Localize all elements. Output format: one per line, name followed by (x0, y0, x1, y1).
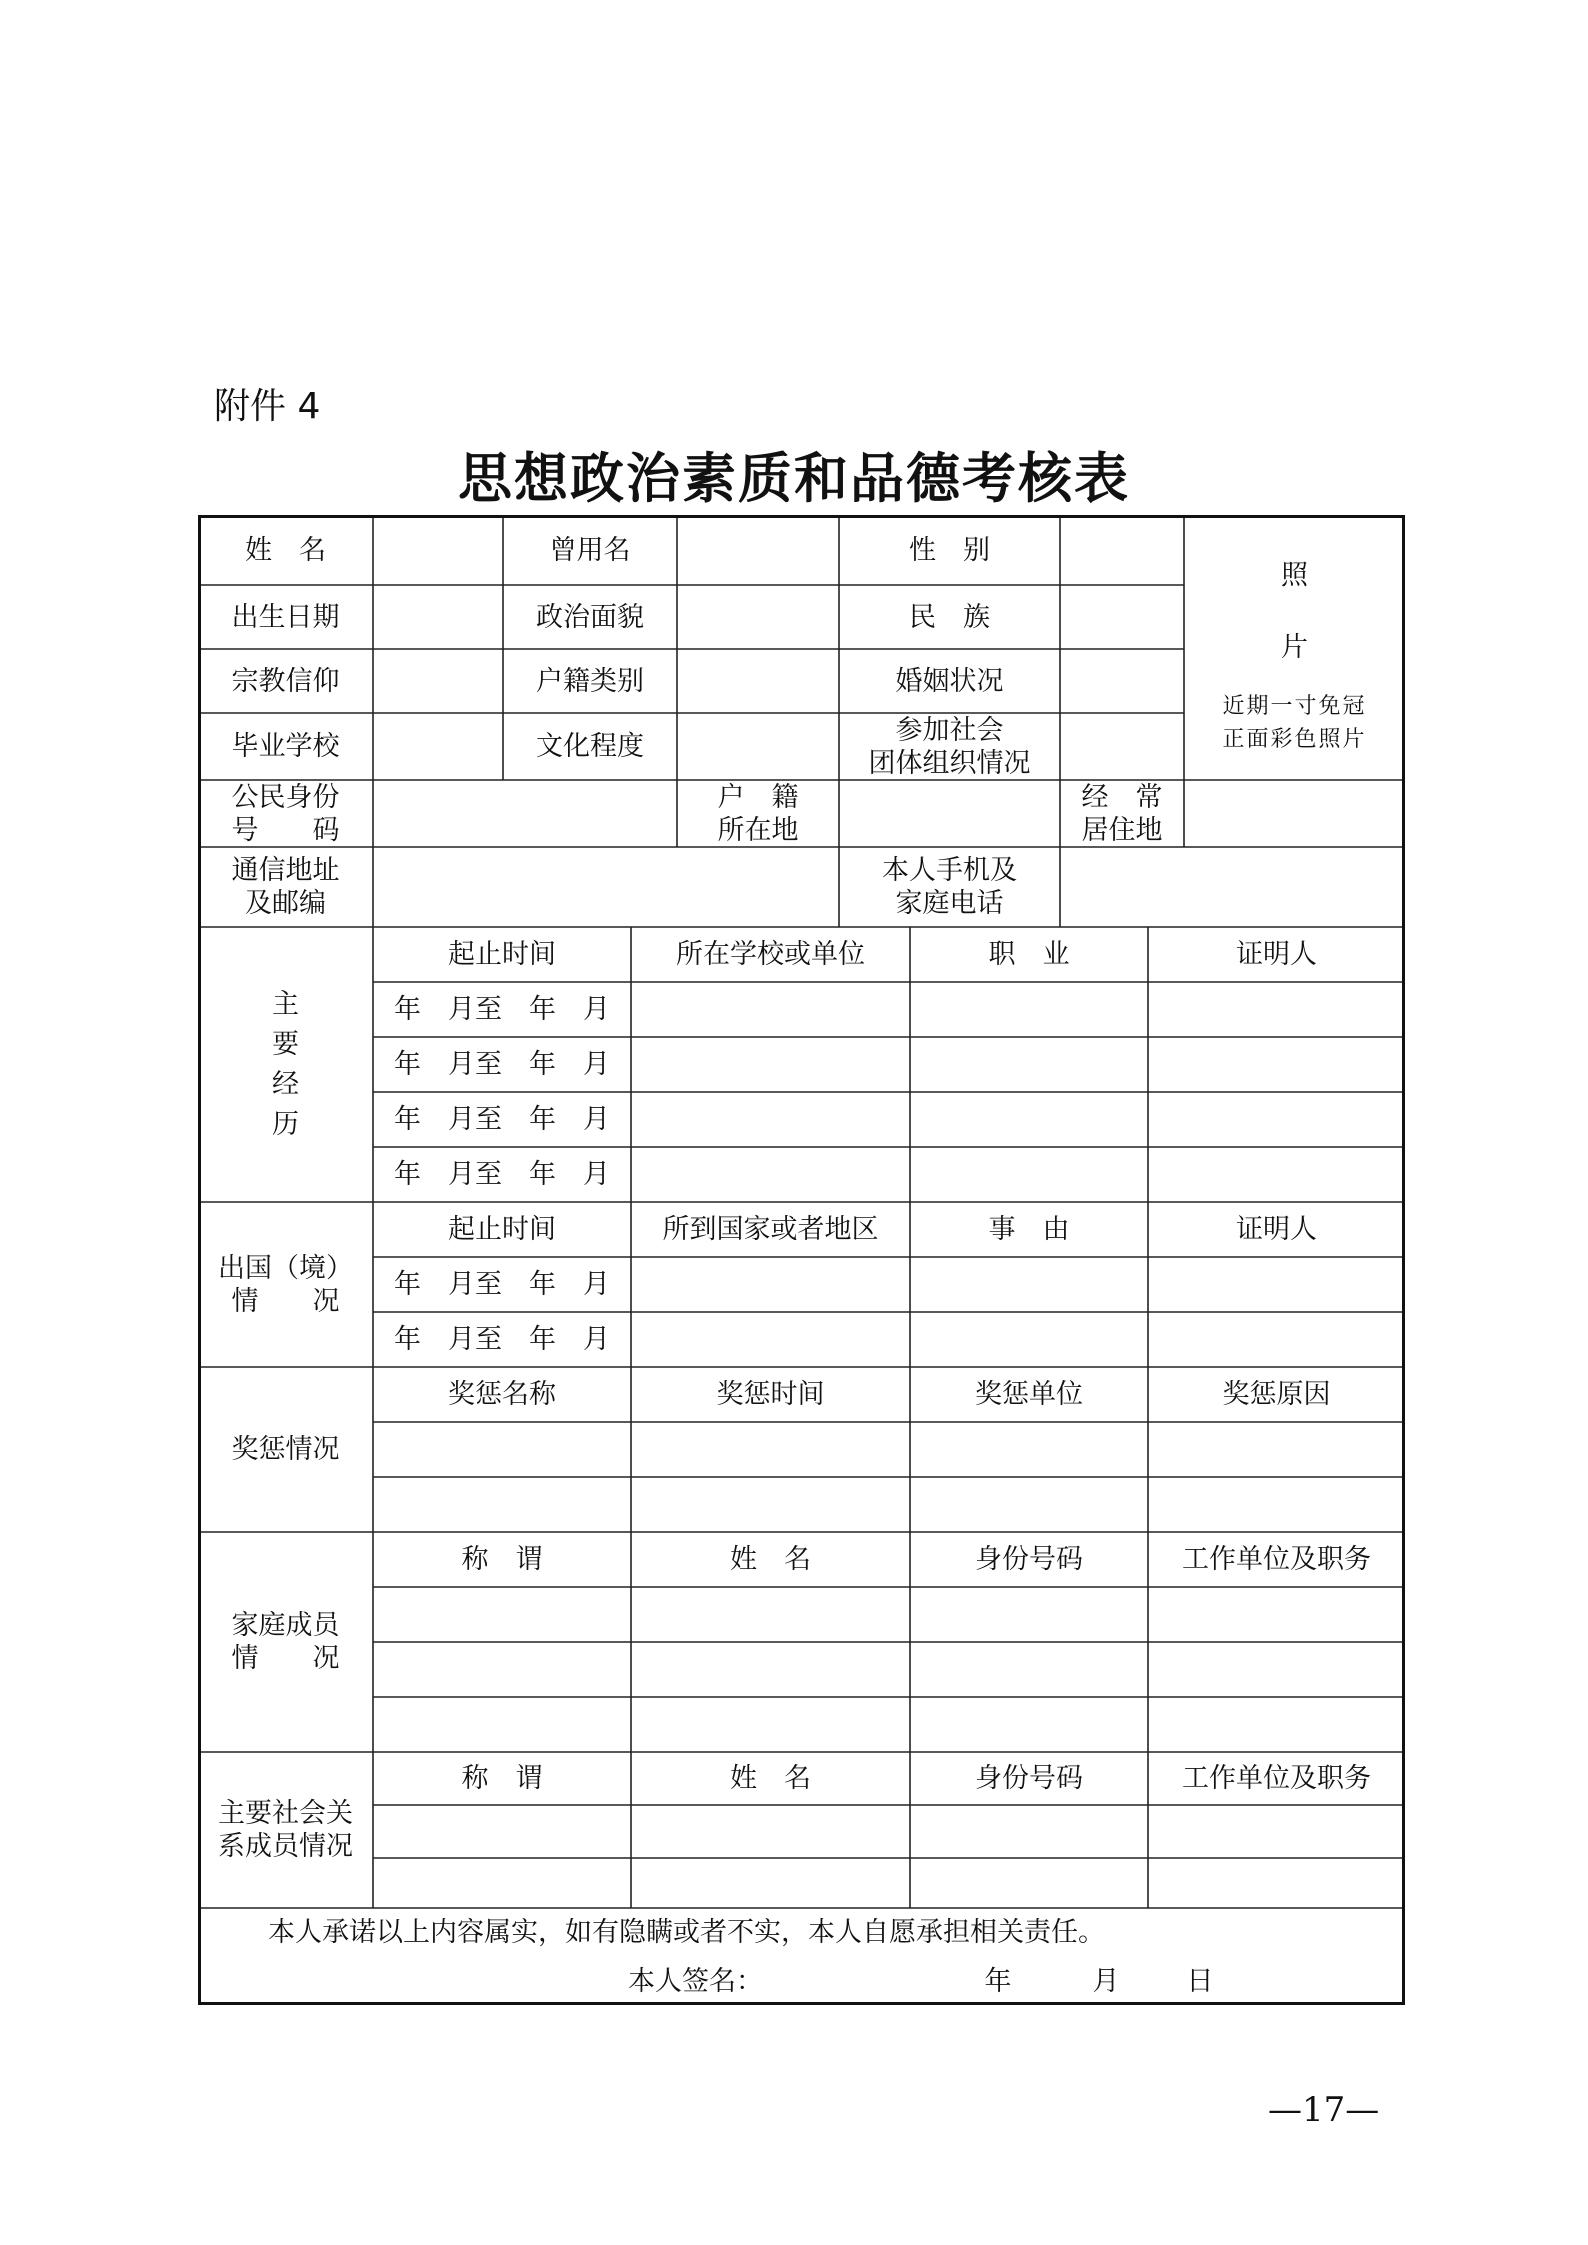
religion-label: 宗教信仰 (231, 665, 340, 697)
ethnicity-label: 民 族 (909, 601, 990, 633)
resume-row-date: 年 月至 年 月 (394, 1104, 610, 1135)
attachment-label: 附件 4 (214, 386, 321, 427)
residence-value[interactable] (1184, 780, 1405, 847)
social-org-value[interactable] (1060, 713, 1184, 780)
social-header-employer: 工作单位及职务 (1182, 1763, 1371, 1794)
abroad-header-witness: 证明人 (1236, 1214, 1317, 1245)
abroad-section-label: 出国（境） 情 况 (218, 1252, 353, 1317)
school-label: 毕业学校 (231, 731, 340, 762)
photo-note: 近期一寸免冠 正面彩色照片 (1222, 694, 1367, 752)
social-section-label: 主要社会关 系成员情况 (218, 1798, 353, 1862)
id-number-value[interactable] (373, 780, 677, 847)
resume-header-period: 起止时间 (448, 939, 556, 970)
awards-header-name: 奖惩名称 (448, 1379, 556, 1410)
page-number: —17— (1268, 2090, 1380, 2130)
resume-row-date: 年 月至 年 月 (394, 994, 610, 1025)
birth-date-label: 出生日期 (231, 601, 340, 633)
awards-header-time: 奖惩时间 (716, 1379, 825, 1410)
family-section-label: 家庭成员 情 况 (231, 1610, 340, 1674)
hukou-type-value[interactable] (677, 649, 839, 713)
abroad-header-period: 起止时间 (448, 1214, 556, 1245)
date-day-label: 日 (1186, 1965, 1214, 1997)
form-title: 思想政治素质和品德考核表 (458, 447, 1130, 510)
resume-section-label: 主 要 经 历 (272, 988, 299, 1140)
photo-char-1: 照 (1281, 559, 1308, 591)
phone-label: 本人手机及 家庭电话 (882, 855, 1017, 919)
date-year-label: 年 (984, 1965, 1012, 1997)
date-month-label: 月 (1092, 1965, 1120, 1997)
resume-header-unit: 所在学校或单位 (676, 939, 865, 970)
resume-row-date: 年 月至 年 月 (394, 1049, 610, 1080)
school-value[interactable] (373, 713, 503, 780)
religion-value[interactable] (373, 649, 503, 713)
ethnicity-value[interactable] (1060, 585, 1184, 649)
former-name-label: 曾用名 (549, 534, 631, 566)
family-header-name: 姓 名 (730, 1544, 811, 1575)
family-header-relation: 称 谓 (461, 1544, 543, 1575)
abroad-header-destination: 所到国家或者地区 (662, 1214, 879, 1245)
awards-header-unit: 奖惩单位 (975, 1379, 1083, 1410)
hukou-place-label: 户 籍 所在地 (717, 781, 799, 846)
hukou-type-label: 户籍类别 (536, 665, 644, 697)
marital-status-value[interactable] (1060, 649, 1184, 713)
social-header-name: 姓 名 (730, 1763, 811, 1794)
resume-header-witness: 证明人 (1236, 939, 1317, 970)
family-header-employer: 工作单位及职务 (1182, 1544, 1371, 1575)
resume-row-date: 年 月至 年 月 (394, 1159, 610, 1190)
awards-header-reason: 奖惩原因 (1222, 1379, 1331, 1410)
awards-section-label: 奖惩情况 (231, 1434, 340, 1465)
birth-date-value[interactable] (373, 585, 503, 649)
pledge-statement: 本人承诺以上内容属实，如有隐瞒或者不实，本人自愿承担相关责任。 (268, 1916, 1105, 1948)
gender-value[interactable] (1060, 515, 1184, 585)
address-value[interactable] (373, 847, 839, 927)
education-value[interactable] (677, 713, 839, 780)
family-header-id: 身份号码 (975, 1544, 1083, 1575)
resume-header-occupation: 职 业 (988, 939, 1070, 970)
abroad-row-date: 年 月至 年 月 (394, 1269, 610, 1300)
education-label: 文化程度 (536, 731, 644, 762)
political-status-value[interactable] (677, 585, 839, 649)
assessment-form (198, 515, 1405, 2005)
residence-label: 经 常 居住地 (1081, 781, 1163, 846)
social-header-relation: 称 谓 (461, 1763, 543, 1794)
political-status-label: 政治面貌 (536, 601, 644, 633)
name-value[interactable] (373, 515, 503, 585)
photo-char-2: 片 (1281, 631, 1308, 663)
social-header-id: 身份号码 (975, 1763, 1083, 1794)
marital-status-label: 婚姻状况 (895, 665, 1004, 697)
address-label: 通信地址 及邮编 (231, 855, 340, 919)
abroad-header-reason: 事 由 (988, 1214, 1070, 1245)
signature-label: 本人签名： (628, 1965, 763, 1997)
id-number-label: 公民身份 号 码 (231, 781, 340, 846)
gender-label: 性 别 (909, 534, 990, 566)
former-name-value[interactable] (677, 515, 839, 585)
hukou-place-value[interactable] (839, 780, 1060, 847)
name-label: 姓 名 (245, 534, 326, 566)
abroad-row-date: 年 月至 年 月 (394, 1324, 610, 1355)
phone-value[interactable] (1060, 847, 1405, 927)
social-org-label: 参加社会 团体组织情况 (868, 714, 1031, 779)
